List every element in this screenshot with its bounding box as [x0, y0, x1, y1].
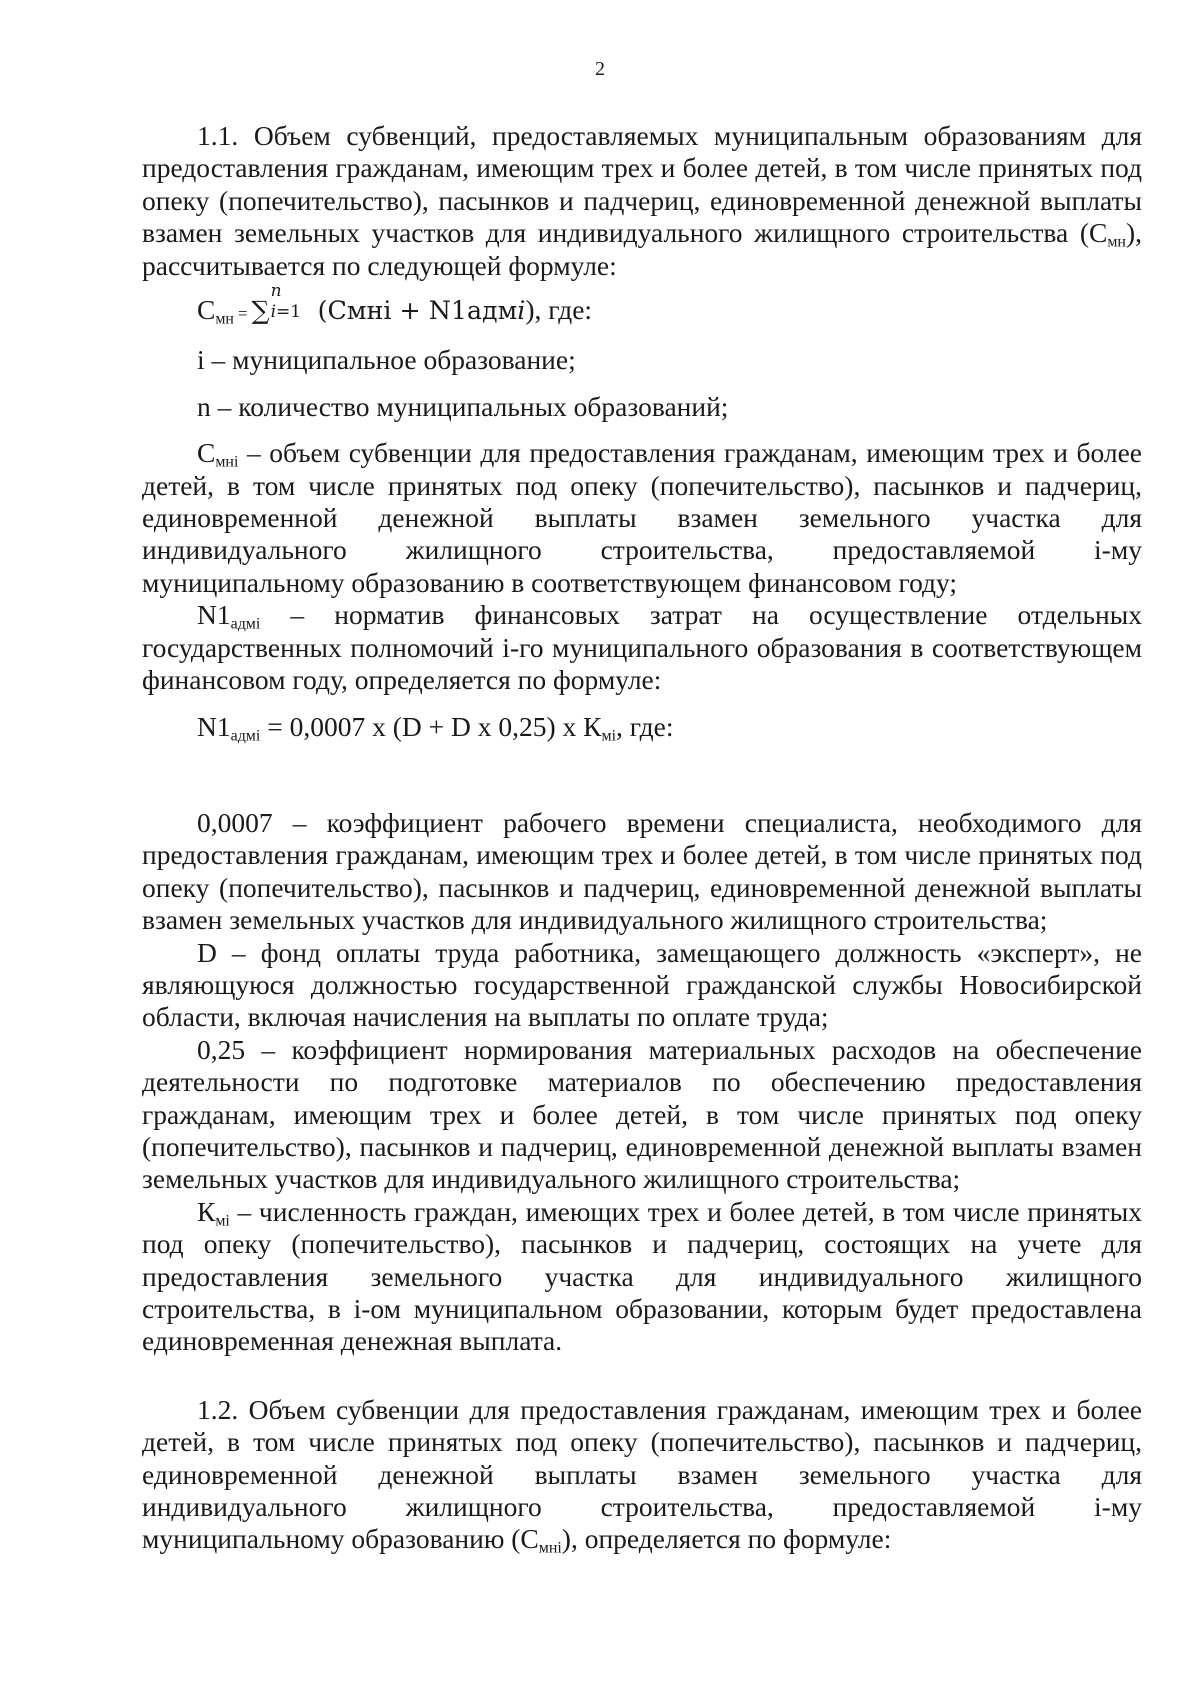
paragraph-1-2-end: ), определяется по формуле:	[561, 1523, 892, 1555]
cmn-subscript: мн	[1107, 233, 1126, 251]
formula-cmn-lhs-sub: мн	[215, 310, 234, 328]
definition-kmi	[142, 1196, 1142, 1358]
kmi-subscript: мi	[215, 1212, 230, 1230]
sum-upper-limit: n	[270, 281, 282, 302]
paragraph-1-1-end: ), рассчитывается по следующей формуле:	[142, 217, 1142, 281]
paragraph-1-1-text: 1.1. Объем субвенций, предоставляемых муниципальным образованиям для предоставления гражданам, имеющим трех и более детей, в том числе принятых под опеку (попечительство), пасынков и падчериц, единовременной денежной выплаты взамен земельных участков для индивидуального жилищного строительства (С	[142, 120, 1142, 249]
formula-cmn-lhs: С	[197, 294, 216, 326]
definition-n1	[142, 599, 1142, 696]
formula-cmn-term-i: i	[517, 296, 526, 326]
page-number: 2	[595, 58, 605, 80]
formula-cmn-term-a: (Смнi + N1адм	[317, 296, 518, 326]
formula-cmn-term-b: ), где:	[525, 294, 593, 326]
definition-n: n – количество муниципальных образований;	[197, 390, 729, 422]
formula-n1-end: , где:	[616, 710, 674, 742]
n1-symbol: N1	[197, 599, 231, 631]
sum-limits	[270, 281, 318, 323]
sum-lower-var: i	[270, 302, 277, 323]
kmi-text: – численность граждан, имеющих трех и более детей, в том числе принятых под опеку (попечительство), пасынков и падчериц, состоящих на учете для предоставления земельного участка для индивидуального жилищного строительства, в i-ом муниципальном образовании, которым будет предоставлена единовременная денежная выплата.	[142, 1195, 1142, 1357]
formula-cmn	[142, 281, 1142, 330]
formula-n1-lhs-sub: адмi	[230, 726, 261, 744]
cmni-subscript: мнi	[215, 453, 239, 471]
formula-cmn-eq: =	[233, 304, 252, 324]
sum-lower-limit	[271, 304, 302, 321]
paragraph-1-2	[142, 1394, 1142, 1556]
paragraph-1-2-text: 1.2. Объем субвенции для предоставления гражданам, имеющим трех и более детей, в том числе принятых под опеку (попечительство), пасынков и падчериц, единовременной денежной выплаты взамен земельного участка для индивидуального жилищного строительства, предоставляемой i-му муниципальному образованию (С	[142, 1393, 1142, 1555]
n1-text: – норматив финансовых затрат на осуществление отдельных государственных полномочий i-го муниципального образования в соответствующем финансовом году, определяется по формуле:	[142, 599, 1142, 696]
definition-coefficient-0-25: 0,25 – коэффициент нормирования материальных расходов на обеспечение деятельности по подготовке материалов по обеспечению предоставления гражданам, имеющим трех и более детей, в том числе принятых под опеку (попечительство), пасынков и падчериц, единовременной денежной выплаты взамен земельных участков для индивидуального жилищного строительства;	[142, 1033, 1142, 1195]
sum-operator: ∑	[251, 296, 270, 326]
paragraph-1-1	[142, 120, 1142, 282]
definition-d: D – фонд оплаты труда работника, замещающего должность «эксперт», не являющуюся должностью государственной гражданской службы Новосибирской области, включая начисления на выплаты по оплате труда;	[142, 936, 1142, 1033]
cmni-subscript-2: мнi	[538, 1539, 562, 1557]
definition-i: i – муниципальное образование;	[197, 344, 576, 376]
cmni-text: – объем субвенции для предоставления гражданам, имеющим трех и более детей, в том числе принятых под опеку (попечительство), пасынков и падчериц, единовременной денежной выплаты взамен земельного участка для индивидуального жилищного строительства, предоставляемой i-му муниципальному образованию в соответствующем финансовом году;	[142, 437, 1142, 598]
cmni-symbol: С	[197, 437, 216, 469]
formula-n1-k-sub: мi	[601, 726, 616, 744]
kmi-symbol: К	[197, 1195, 216, 1227]
n1-subscript: адмi	[230, 615, 261, 633]
formula-cmn-math	[251, 281, 526, 326]
formula-n1-mid: = 0,0007 х (D + D х 0,25) х К	[260, 710, 602, 742]
definition-cmni	[142, 437, 1142, 599]
definition-coefficient-0-0007: 0,0007 – коэффициент рабочего времени специалиста, необходимого для предоставления гражданам, имеющим трех и более детей, в том числе принятых под опеку (попечительство), пасынков и падчериц, единовременной денежной выплаты взамен земельных участков для индивидуального жилищного строительства;	[142, 806, 1142, 936]
formula-n1	[142, 711, 1142, 743]
sum-lower-rest: =1	[276, 302, 302, 323]
formula-n1-lhs: N1	[197, 710, 231, 742]
document-body	[142, 120, 1142, 1556]
